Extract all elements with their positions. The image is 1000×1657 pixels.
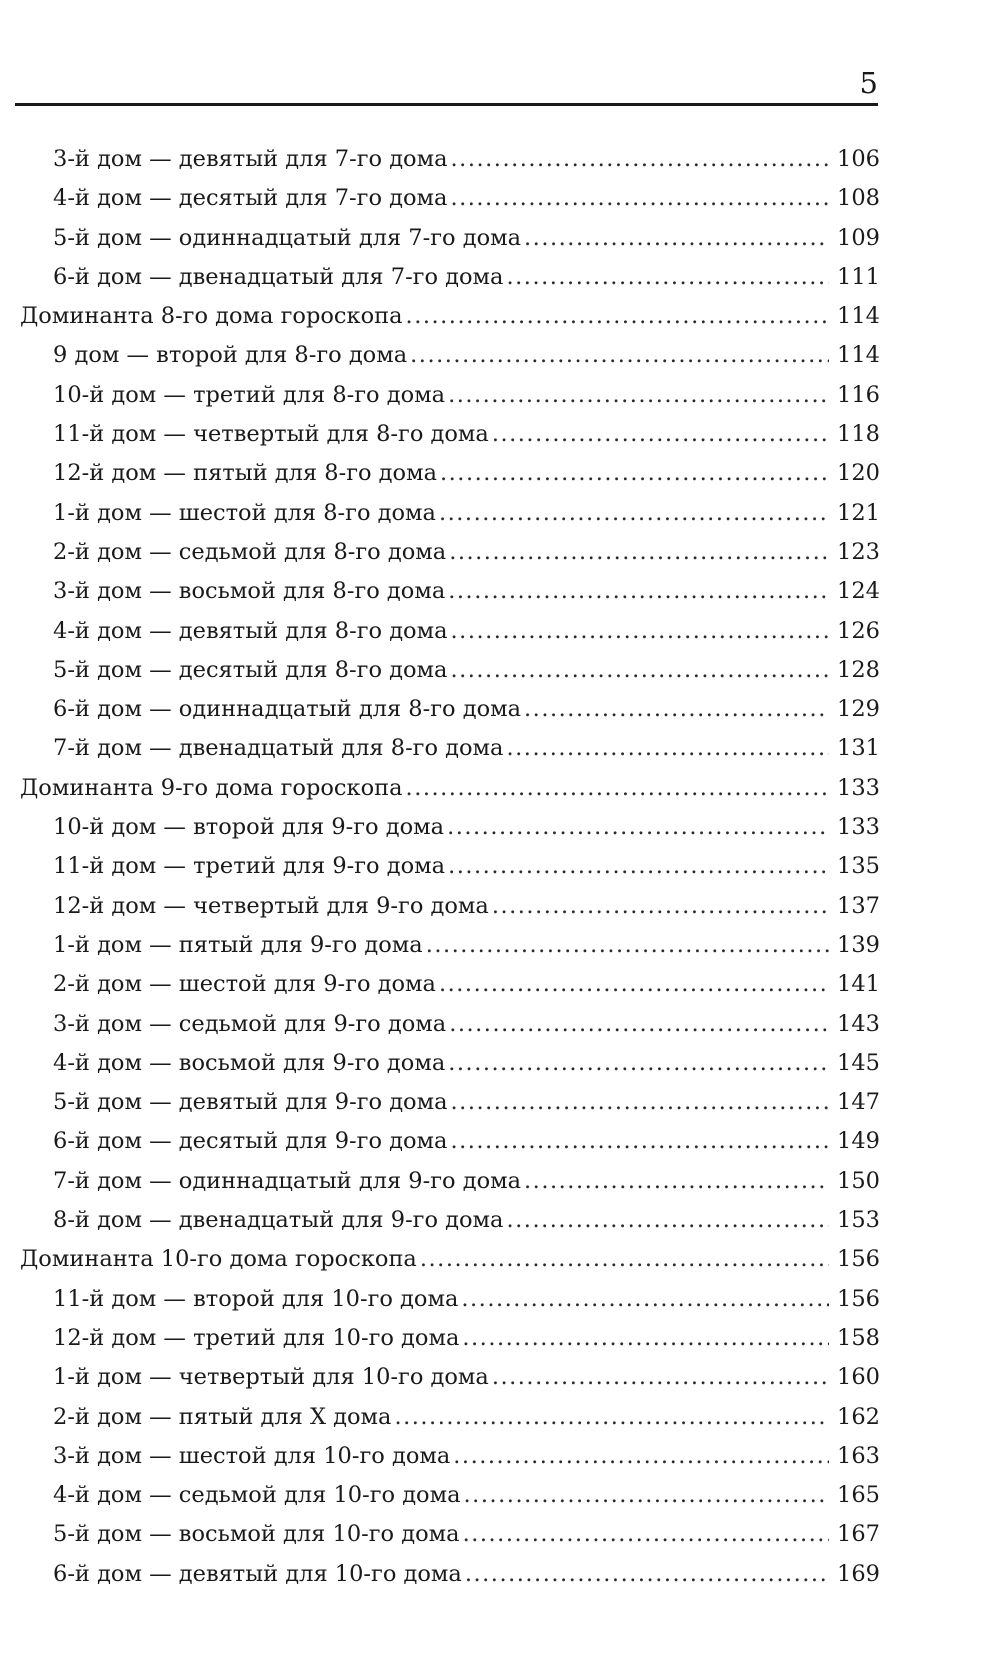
toc-dot-leader [506, 729, 829, 768]
toc-entry-title: 10-й дом — второй для 9-го дома [53, 814, 445, 841]
toc-entry-page: 143 [837, 1010, 880, 1037]
toc-entry [0, 1358, 880, 1397]
toc-entry-page: 133 [837, 774, 880, 801]
toc-entry-title: 1-й дом — шестой для 8-го дома [53, 499, 436, 526]
toc-entry [0, 1398, 880, 1437]
toc-entry [0, 1122, 880, 1161]
toc-entry-title: 11-й дом — второй для 10-го дома [53, 1285, 459, 1312]
toc-entry-title: 1-й дом — четвертый для 10-го дома [53, 1364, 489, 1391]
toc-entry [0, 1476, 880, 1515]
toc-entry [0, 140, 880, 179]
toc-entry-title: 11-й дом — четвертый для 8-го дома [53, 421, 489, 448]
toc-entry-page: 150 [837, 1167, 880, 1194]
toc-dot-leader [450, 1122, 829, 1161]
toc-entry-page: 116 [837, 381, 880, 408]
toc-entry-title: 7-й дом — одиннадцатый для 9-го дома [53, 1167, 522, 1194]
page-number: 5 [859, 66, 878, 100]
toc-entry-page: 153 [837, 1207, 880, 1234]
toc-entry-page: 160 [837, 1364, 880, 1391]
toc-entry-page: 109 [837, 224, 880, 251]
toc-entry-title: 2-й дом — седьмой для 8-го дома [53, 538, 447, 565]
toc-entry [0, 808, 880, 847]
toc-entry [0, 1555, 880, 1594]
toc-entry [0, 376, 880, 415]
toc-dot-leader [453, 1437, 829, 1476]
toc-entry [0, 1280, 880, 1319]
toc-entry-title: Доминанта 8-го дома гороскопа [20, 303, 403, 330]
toc-entry-title: 9 дом — второй для 8-го дома [53, 342, 408, 369]
toc-entry-page: 111 [837, 263, 880, 290]
toc-entry-title: 12-й дом — четвертый для 9-го дома [53, 892, 489, 919]
toc-dot-leader [448, 1044, 829, 1083]
toc-entry-page: 145 [837, 1049, 880, 1076]
toc-entry-page: 156 [837, 1246, 880, 1273]
toc-entry-title: 3-й дом — восьмой для 8-го дома [53, 578, 446, 605]
toc-entry-page: 158 [837, 1324, 880, 1351]
toc-entry-page: 124 [837, 578, 880, 605]
toc-entry [0, 1319, 880, 1358]
toc-entry-title: 10-й дом — третий для 8-го дома [53, 381, 446, 408]
toc-entry [0, 179, 880, 218]
toc-dot-leader [451, 140, 829, 179]
toc-entry [0, 533, 880, 572]
toc-entry-page: 121 [837, 499, 880, 526]
toc-entry-title: 4-й дом — седьмой для 10-го дома [53, 1482, 461, 1509]
toc-dot-leader [420, 1240, 829, 1279]
toc-entry-title: Доминанта 10-го дома гороскопа [20, 1246, 417, 1273]
toc-dot-leader [426, 926, 829, 965]
toc-dot-leader [406, 297, 829, 336]
toc-dot-leader [410, 336, 829, 375]
toc-entry [0, 454, 880, 493]
toc-entry-title: 2-й дом — пятый для X дома [53, 1403, 392, 1430]
toc-entry [0, 612, 880, 651]
toc-entry [0, 1162, 880, 1201]
toc-entry [0, 494, 880, 533]
toc-entry-page: 163 [837, 1442, 880, 1469]
toc-dot-leader [492, 887, 829, 926]
toc-entry-title: 3-й дом — девятый для 7-го дома [53, 146, 448, 172]
toc-entry-title: 12-й дом — пятый для 8-го дома [53, 460, 437, 487]
toc-entry [0, 651, 880, 690]
toc-entry [0, 847, 880, 886]
toc-dot-leader [451, 1083, 829, 1122]
toc-dot-leader [462, 1319, 829, 1358]
toc-dot-leader [450, 179, 829, 218]
toc-entry-page: 120 [837, 460, 880, 487]
toc-entry-page: 147 [837, 1089, 880, 1116]
toc-entry-title: 6-й дом — двенадцатый для 7-го дома [53, 263, 504, 290]
toc-dot-leader [448, 376, 829, 415]
toc-dot-leader [492, 1358, 829, 1397]
toc-entry [0, 965, 880, 1004]
toc-entry [0, 887, 880, 926]
toc-entry-title: 5-й дом — десятый для 8-го дома [53, 656, 448, 683]
toc-entry [0, 219, 880, 258]
toc-entry-title: 8-й дом — двенадцатый для 9-го дома [53, 1207, 504, 1234]
toc-dot-leader [492, 415, 829, 454]
toc-entry-page: 106 [837, 146, 880, 172]
toc-entry-page: 167 [837, 1521, 880, 1548]
toc-dot-leader [450, 651, 829, 690]
toc-dot-leader [449, 1005, 829, 1044]
toc-entry [0, 258, 880, 297]
toc-entry [0, 572, 880, 611]
toc-section-heading [0, 769, 880, 808]
toc-entry-page: 123 [837, 538, 880, 565]
toc-entry-page: 149 [837, 1128, 880, 1155]
toc-entry-title: 3-й дом — седьмой для 9-го дома [53, 1010, 447, 1037]
toc-entry-title: 6-й дом — десятый для 9-го дома [53, 1128, 448, 1155]
toc-entry-title: 6-й дом — одиннадцатый для 8-го дома [53, 696, 522, 723]
toc-entry-title: 1-й дом — пятый для 9-го дома [53, 931, 423, 958]
toc-entry-page: 118 [837, 421, 880, 448]
toc-dot-leader [406, 769, 829, 808]
toc-entry [0, 336, 880, 375]
toc-entry-page: 137 [837, 892, 880, 919]
toc-entry [0, 926, 880, 965]
toc-dot-leader [524, 690, 829, 729]
toc-entry-page: 129 [837, 696, 880, 723]
toc-entry-page: 131 [837, 735, 880, 762]
toc-entry-page: 114 [837, 303, 880, 330]
toc-entry-title: 5-й дом — девятый для 9-го дома [53, 1089, 448, 1116]
toc-entry-page: 141 [837, 971, 880, 998]
toc-entry-page: 133 [837, 814, 880, 841]
toc-entry-title: 6-й дом — девятый для 10-го дома [53, 1560, 462, 1587]
toc-entry [0, 1044, 880, 1083]
toc-dot-leader [506, 1201, 829, 1240]
toc-entry-page: 135 [837, 853, 880, 880]
toc-entry-title: 5-й дом — одиннадцатый для 7-го дома [53, 224, 522, 251]
toc-entry-page: 126 [837, 617, 880, 644]
toc-dot-leader [451, 612, 829, 651]
table-of-contents [0, 140, 880, 1594]
toc-entry-page: 156 [837, 1285, 880, 1312]
toc-entry-page: 139 [837, 931, 880, 958]
toc-dot-leader [463, 1515, 829, 1554]
toc-entry [0, 729, 880, 768]
toc-dot-leader [464, 1476, 829, 1515]
toc-entry [0, 1515, 880, 1554]
toc-dot-leader [448, 572, 829, 611]
toc-dot-leader [440, 454, 829, 493]
toc-entry-page: 114 [837, 342, 880, 369]
header-rule [15, 103, 878, 106]
toc-entry-page: 165 [837, 1482, 880, 1509]
toc-section-heading [0, 1240, 880, 1279]
toc-entry [0, 1083, 880, 1122]
toc-dot-leader [439, 494, 829, 533]
toc-entry-title: 4-й дом — десятый для 7-го дома [53, 185, 448, 212]
toc-entry-title: 7-й дом — двенадцатый для 8-го дома [53, 735, 504, 762]
toc-entry-page: 169 [837, 1560, 880, 1587]
toc-entry-title: 12-й дом — третий для 10-го дома [53, 1324, 460, 1351]
toc-entry-title: Доминанта 9-го дома гороскопа [20, 774, 403, 801]
toc-entry-title: 11-й дом — третий для 9-го дома [53, 853, 446, 880]
toc-dot-leader [461, 1280, 829, 1319]
toc-entry-page: 162 [837, 1403, 880, 1430]
toc-entry [0, 1201, 880, 1240]
toc-section-heading [0, 297, 880, 336]
toc-entry-page: 108 [837, 185, 880, 212]
toc-entry-title: 4-й дом — девятый для 8-го дома [53, 617, 448, 644]
toc-entry [0, 1005, 880, 1044]
toc-dot-leader [524, 1162, 829, 1201]
toc-entry [0, 690, 880, 729]
toc-entry [0, 415, 880, 454]
toc-dot-leader [524, 219, 829, 258]
toc-entry-page: 128 [837, 656, 880, 683]
toc-dot-leader [447, 808, 829, 847]
toc-entry-title: 2-й дом — шестой для 9-го дома [53, 971, 436, 998]
toc-dot-leader [448, 847, 829, 886]
toc-dot-leader [394, 1398, 829, 1437]
toc-entry-title: 5-й дом — восьмой для 10-го дома [53, 1521, 460, 1548]
toc-entry-title: 3-й дом — шестой для 10-го дома [53, 1442, 451, 1469]
toc-dot-leader [449, 533, 829, 572]
toc-dot-leader [465, 1555, 829, 1594]
toc-entry-title: 4-й дом — восьмой для 9-го дома [53, 1049, 446, 1076]
toc-entry [0, 1437, 880, 1476]
toc-dot-leader [439, 965, 829, 1004]
toc-dot-leader [506, 258, 829, 297]
